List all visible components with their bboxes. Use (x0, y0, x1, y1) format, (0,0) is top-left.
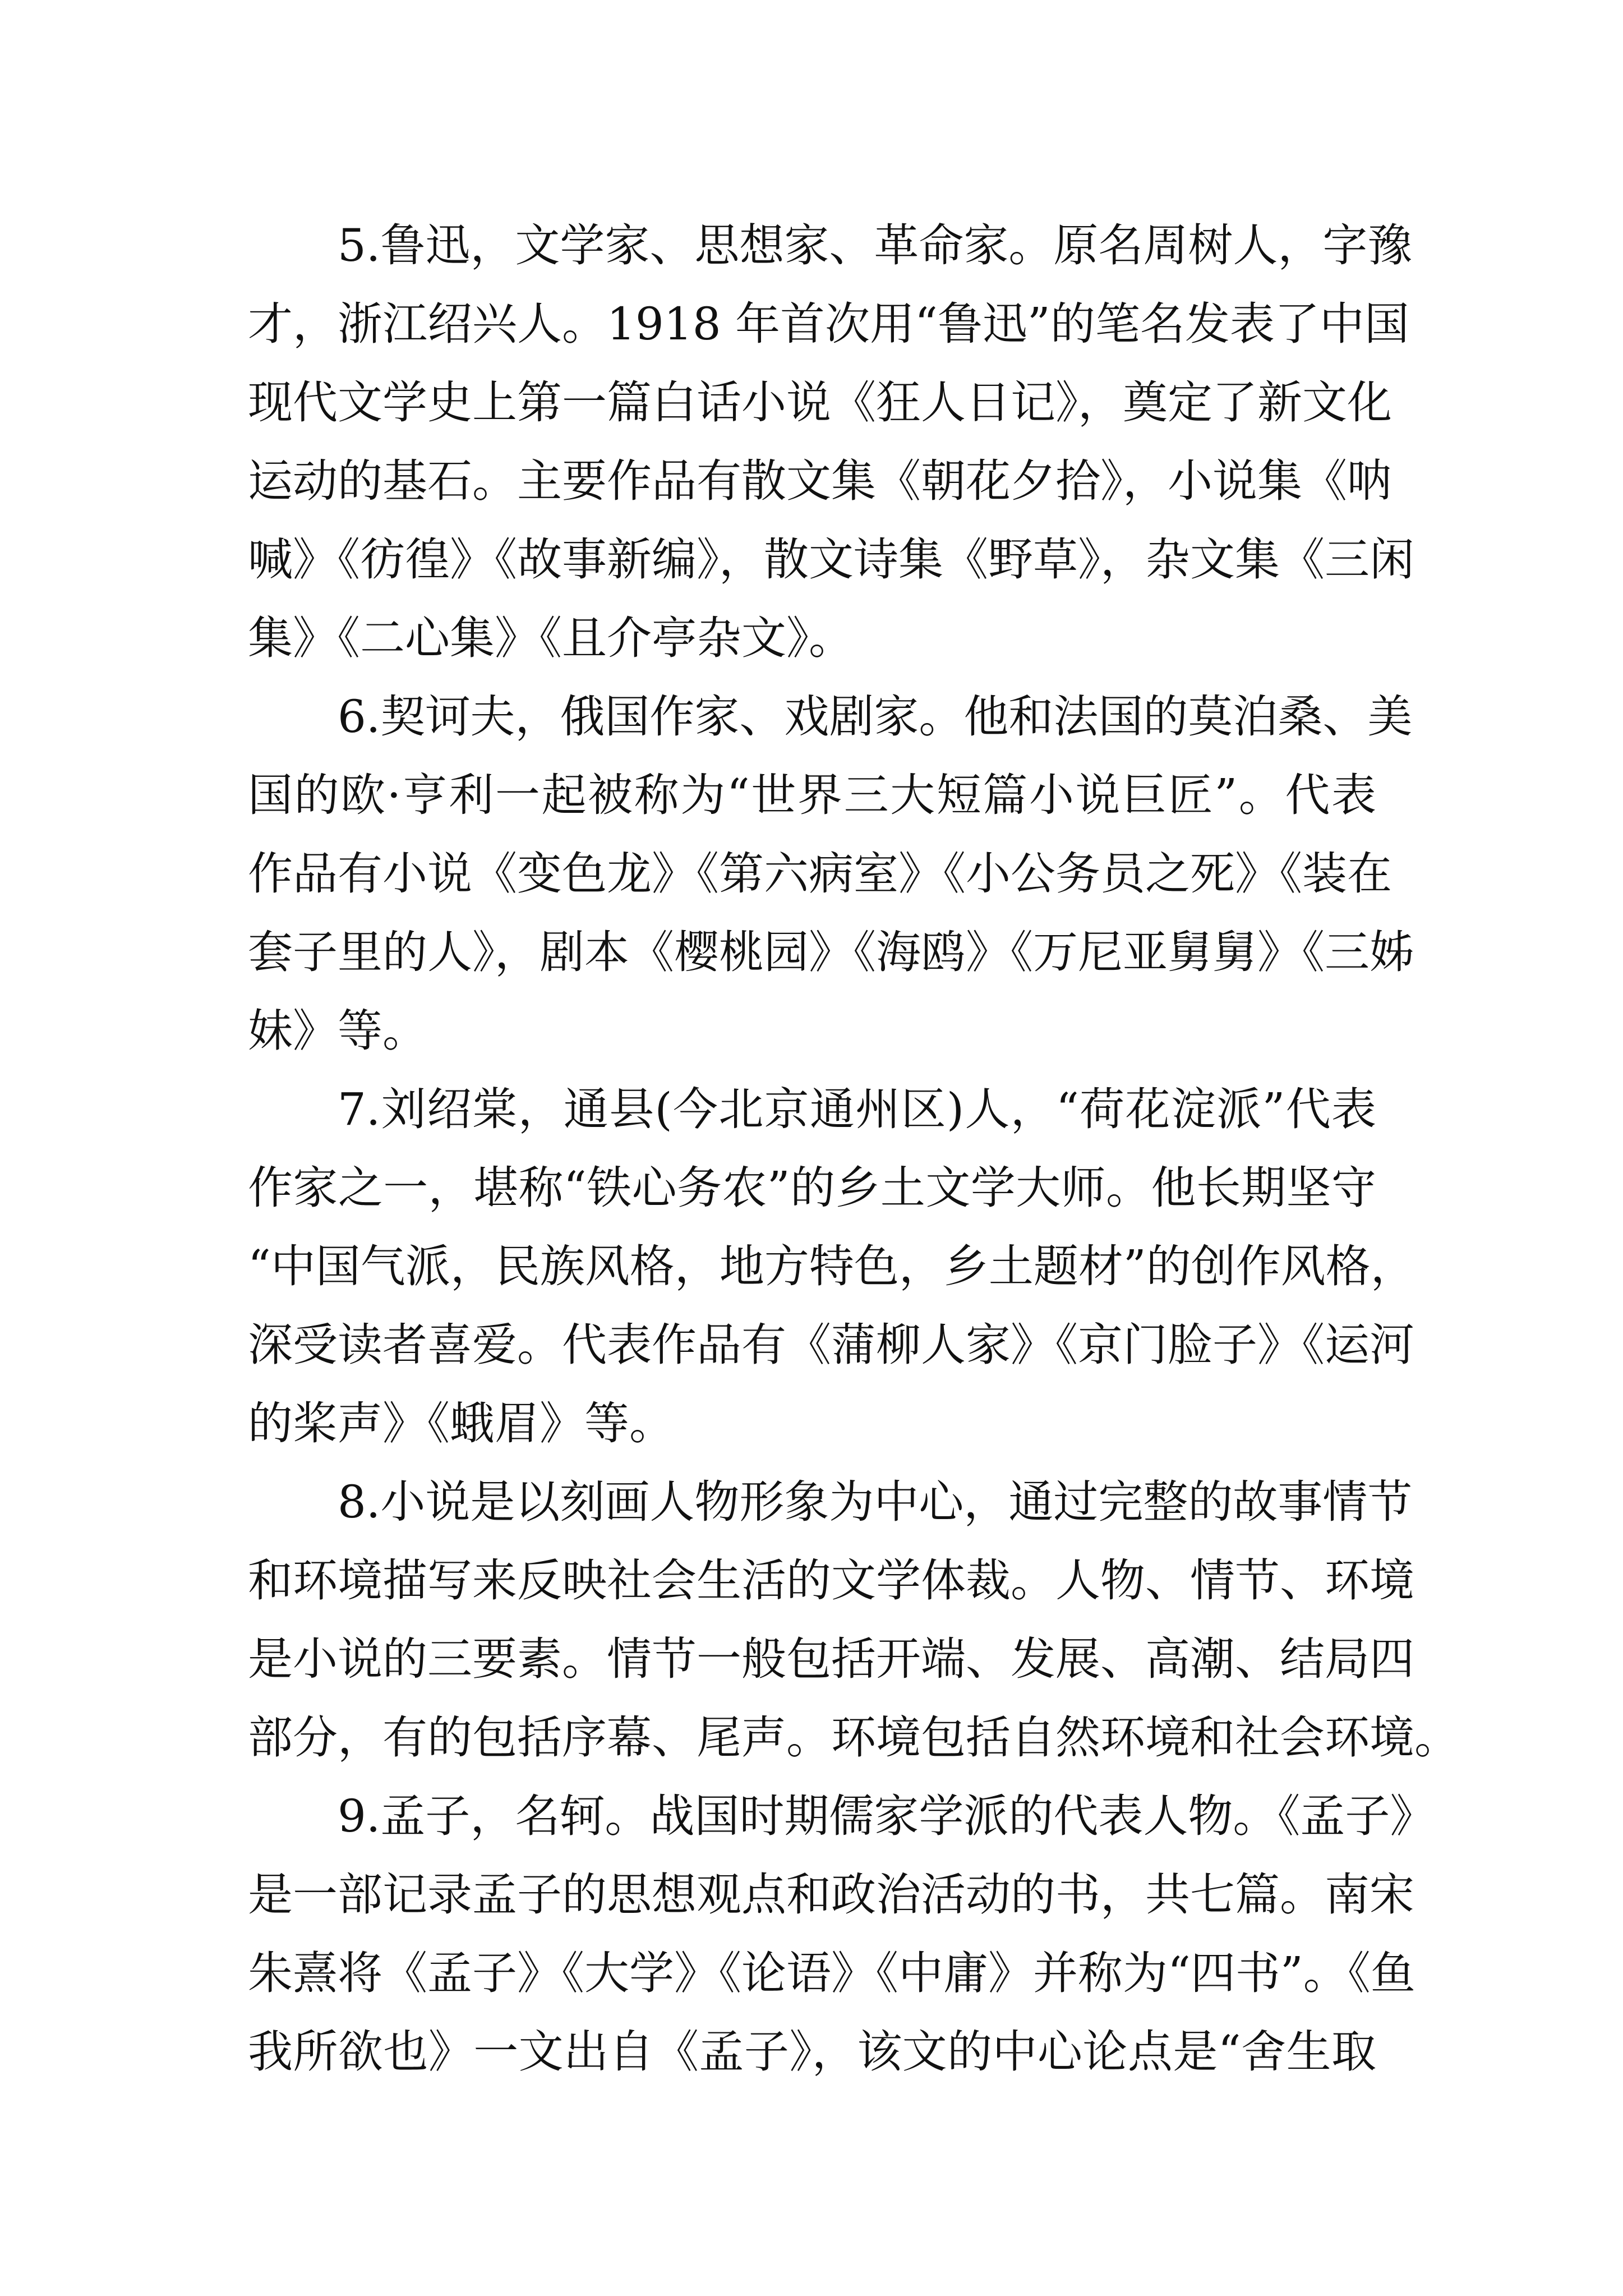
paragraph-5-line-1: 5.鲁迅，文学家、思想家、革命家。原名周树人，字豫 (338, 219, 1413, 272)
paragraph-6-line-1: 6.契诃夫，俄国作家、戏剧家。他和法国的莫泊桑、美 (338, 691, 1413, 743)
paragraph-9-line-3: 朱熹将《孟子》《大学》《论语》《中庸》并称为“四书”。《鱼 (248, 1947, 1415, 1999)
paragraph-6-line-2: 国的欧·亨利一起被称为“世界三大短篇小说巨匠”。代表 (248, 769, 1376, 821)
paragraph-5-line-5: 喊》《彷徨》《故事新编》，散文诗集《野草》，杂文集《三闲 (248, 533, 1414, 586)
paragraph-5-line-4: 运动的基石。主要作品有散文集《朝花夕拾》，小说集《呐 (248, 455, 1392, 507)
paragraph-5-line-3: 现代文学史上第一篇白话小说《狂人日记》，奠定了新文化 (248, 376, 1392, 429)
paragraph-6-line-5: 妹》等。 (248, 1005, 427, 1057)
paragraph-5-line-2: 才，浙江绍兴人。1918 年首次用“鲁迅”的笔名发表了中国 (248, 298, 1409, 350)
paragraph-8-line-2: 和环境描写来反映社会生活的文学体裁。人物、情节、环境 (248, 1554, 1414, 1607)
paragraph-8-line-4: 部分，有的包括序幕、尾声。环境包括自然环境和社会环境。 (248, 1711, 1459, 1764)
paragraph-8-line-1: 8.小说是以刻画人物形象为中心，通过完整的故事情节 (338, 1476, 1413, 1528)
paragraph-9-line-4: 我所欲也》一文出自《孟子》，该文的中心论点是“舍生取 (248, 2026, 1376, 2078)
paragraph-8-line-3: 是小说的三要素。情节一般包括开端、发展、高潮、结局四 (248, 1633, 1414, 1685)
paragraph-7-line-3: “中国气派，民族风格，地方特色，乡土题材”的创作风格， (248, 1240, 1415, 1292)
paragraph-6-line-4: 套子里的人》，剧本《樱桃园》《海鸥》《万尼亚舅舅》《三姊 (248, 926, 1414, 978)
paragraph-7-line-1: 7.刘绍棠，通县(今北京通州区)人，“荷花淀派”代表 (338, 1083, 1376, 1135)
paragraph-7-line-2: 作家之一，堪称“铁心务农”的乡土文学大师。他长期坚守 (248, 1162, 1376, 1214)
paragraph-6-line-3: 作品有小说《变色龙》《第六病室》《小公务员之死》《装在 (248, 848, 1392, 900)
paragraph-9-line-2: 是一部记录孟子的思想观点和政治活动的书，共七篇。南宋 (248, 1869, 1414, 1921)
paragraph-7-line-5: 的桨声》《蛾眉》等。 (248, 1397, 674, 1450)
paragraph-5-line-6: 集》《二心集》《且介亭杂文》。 (248, 612, 854, 664)
paragraph-7-line-4: 深受读者喜爱。代表作品有《蒲柳人家》《京门脸子》《运河 (248, 1319, 1414, 1371)
paragraph-9-line-1: 9.孟子，名轲。战国时期儒家学派的代表人物。《孟子》 (338, 1790, 1435, 1842)
